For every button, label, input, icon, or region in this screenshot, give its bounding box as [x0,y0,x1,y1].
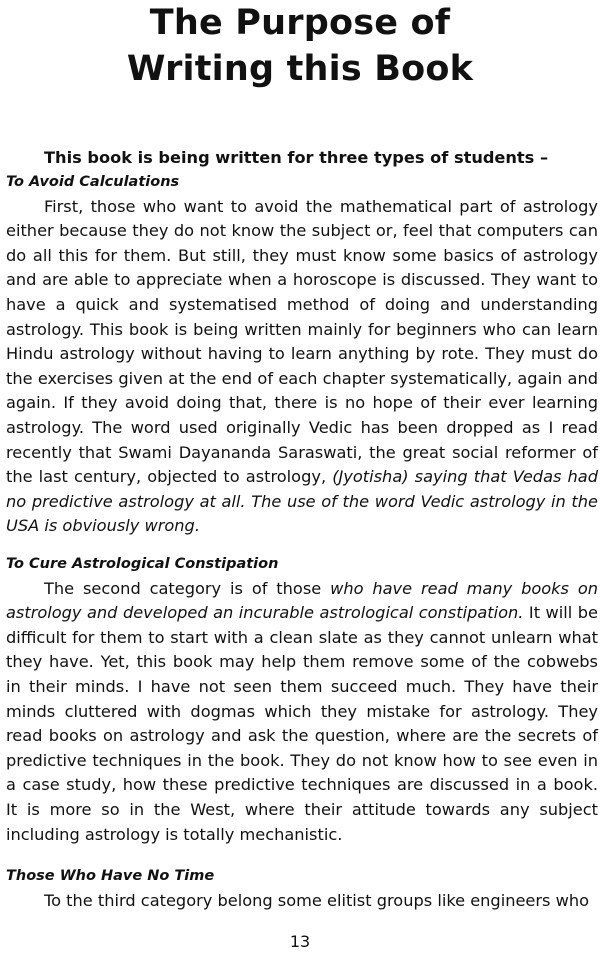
section-no-time [6,864,598,913]
chapter-title-line-2: Writing this Book [126,49,474,89]
section-paragraph-no-time: To the third category belong some elitist groups like engineers who [44,890,590,910]
paragraph-italic-text: (Jyotisha) saying that Vedas had no predictive astrology at all. The use of the word Vedic astrology in the USA is obviously wrong. [6,467,598,536]
section-paragraph-astrological-constipation [6,577,598,848]
section-avoid-calculations [6,170,598,539]
chapter-title-line-1: The Purpose of [149,3,451,43]
paragraph-text: First, those who want to avoid the mathematical part of astrology either because they do not know the subject or, feel that computers can do all this for them. But still, they must know some basics of astrology and are able to appreciate when a horoscope is discussed. They want to have a quick and systematised method of doing and understanding astrology. This book is being written mainly for beginners who can learn Hindu astrology without having to learn anything by rote. They must do the exercises given at the end of each chapter systematically, again and again. If they avoid doing that, there is no hope of their ever learning astrology. The word used originally Vedic has been dropped as I read recently that Swami Dayananda Saraswati, the great social reformer of the last century, objected to astrology, [6,196,598,487]
intro-statement: This book is being written for three types of students – [44,148,549,167]
paragraph-italic-text: who have read many books on astrology and developed an incurable astrological constipation. [6,578,598,623]
section-astrological-constipation [6,552,598,847]
paragraph-text-end: It will be difficult for them to start with a clean slate as they cannot unlearn what they have. Yet, this book may help them remove some of the cobwebs in their minds. I have not seen them succeed much. They have their minds cluttered with dogmas which they mistake for astrology. They read books on astrology and ask the question, where are the secrets of predictive techniques in the book. They do not know how to see even in a case study, how these predictive techniques are discussed in a book. It is more so in the West, where their attitude towards any subject including astrology is totally mechanistic. [6,603,598,844]
section-paragraph-avoid-calculations [6,195,598,539]
section-heading-avoid-calculations: To Avoid Calculations [6,174,180,190]
paragraph-text-start: The second category is of those [44,578,331,598]
chapter-title [0,0,600,92]
section-heading-no-time: Those Who Have No Time [6,868,215,884]
section-heading-astrological-constipation: To Cure Astrological Constipation [6,556,279,572]
page-number: 13 [289,932,311,951]
